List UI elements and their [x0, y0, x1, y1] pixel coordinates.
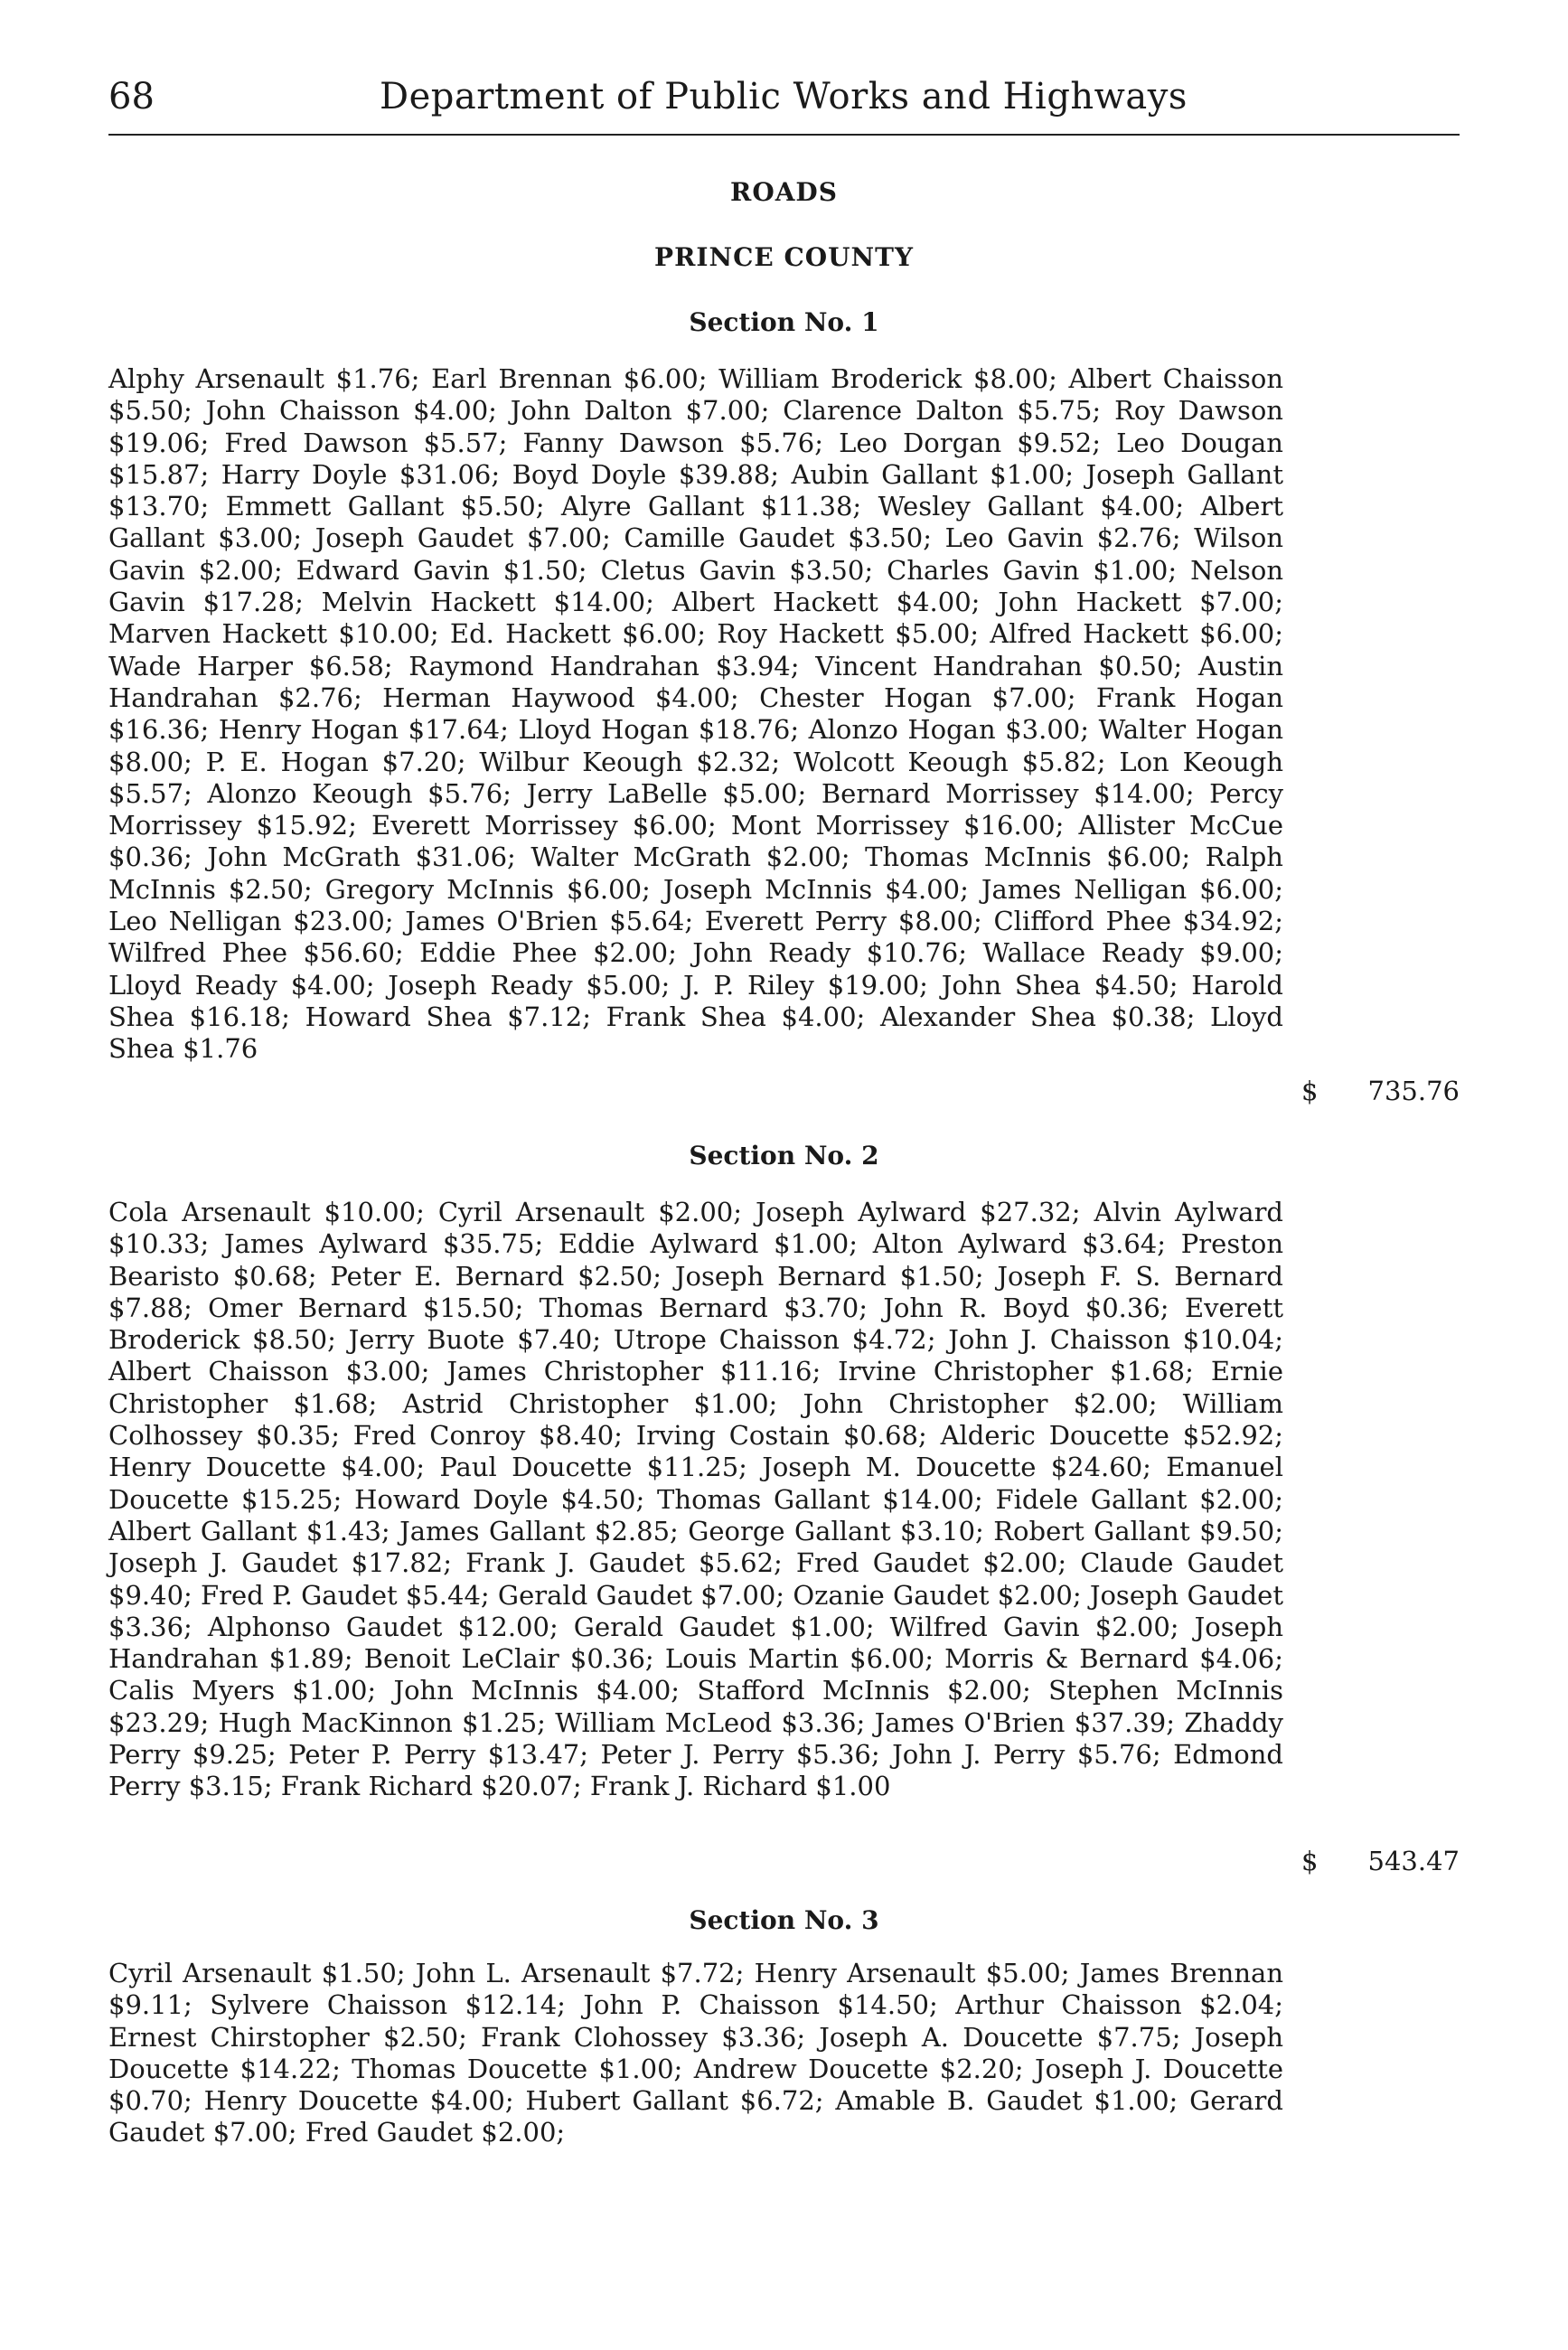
roads-heading: ROADS — [730, 177, 838, 207]
section-1-text: Alphy Arsenault $1.76; Earl Brennan $6.00; William Broderick $8.00; Albert Chaisson $5.50; John Chaisson $4.00; John Dalton $7.00; Clarence Dalton $5.75; Roy Dawson $19.06; Fred Dawson $5.57; Fanny Dawson $5.76; Leo Dorgan $9.52; Leo Dougan $15.87; Harry Doyle $31.06; Boyd Doyle $39.88; Aubin Gallant $1.00; Joseph Gallant $13.70; Emmett Gallant $5.50; Alyre Gallant $11.38; Wesley Gallant $4.00; Albert Gallant $3.00; Joseph Gaudet $7.00; Camille Gaudet $3.50; Leo Gavin $2.76; Wilson Gavin $2.00; Edward Gavin $1.50; Cletus Gavin $3.50; Charles Gavin $1.00; Nelson Gavin $17.28; Melvin Hackett $14.00; Albert Hackett $4.00; John Hackett $7.00; Marven Hackett $10.00; Ed. Hackett $6.00; Roy Hackett $5.00; Alfred Hackett $6.00; Wade Harper $6.58; Raymond Handrahan $3.94; Vincent Handrahan $0.50; Austin Handrahan $2.76; Herman Haywood $4.00; Chester Hogan $7.00; Frank Hogan $16.36; Henry Hogan $17.64; Lloyd Hogan $18.76; Alonzo Hogan $3.00; Walter Hogan $8.00; P. E. Hogan $7.20; Wilbur Keough $2.32; Wolcott Keough $5.82; Lon Keough $5.57; Alonzo Keough $5.76; Jerry LaBelle $5.00; Bernard Morrissey $14.00; Percy Morrissey $15.92; Everett Morrissey $6.00; Mont Morrissey $16.00; Allister McCue $0.36; John McGrath $31.06; Walter McGrath $2.00; Thomas McInnis $6.00; Ralph McInnis $2.50; Gregory McInnis $6.00; Joseph McInnis $4.00; James Nelligan $6.00; Leo Nelligan $23.00; James O'Brien $5.64; Everett Perry $8.00; Clifford Phee $34.92; Wilfred Phee $56.60; Eddie Phee $2.00; John Ready $10.76; Wallace Ready $9.00; Lloyd Ready $4.00; Joseph Ready $5.00; J. P. Riley $19.00; John Shea $4.50; Harold Shea $16.18; Howard Shea $7.12; Frank Shea $4.00; Alexander Shea $0.38; Lloyd Shea $1.76 — [108, 363, 1283, 1065]
section-1-total-symbol: $ — [1301, 1076, 1319, 1106]
section-3-title: Section No. 3 — [689, 1905, 879, 1935]
page-number: 68 — [108, 76, 155, 118]
section-2-total-symbol: $ — [1301, 1846, 1319, 1876]
section-2-text: Cola Arsenault $10.00; Cyril Arsenault $2.00; Joseph Aylward $27.32; Alvin Aylward $10.33; James Aylward $35.75; Eddie Aylward $1.00; Alton Aylward $3.64; Preston Bearisto $0.68; Peter E. Bernard $2.50; Joseph Bernard $1.50; Joseph F. S. Bernard $7.88; Omer Bernard $15.50; Thomas Bernard $3.70; John R. Boyd $0.36; Everett Broderick $8.50; Jerry Buote $7.40; Utrope Chaisson $4.72; John J. Chaisson $10.04; Albert Chaisson $3.00; James Christopher $11.16; Irvine Christopher $1.68; Ernie Christopher $1.68; Astrid Christopher $1.00; John Christopher $2.00; William Colhossey $0.35; Fred Conroy $8.40; Irving Costain $0.68; Alderic Doucette $52.92; Henry Doucette $4.00; Paul Doucette $11.25; Joseph M. Doucette $24.60; Emanuel Doucette $15.25; Howard Doyle $4.50; Thomas Gallant $14.00; Fidele Gallant $2.00; Albert Gallant $1.43; James Gallant $2.85; George Gallant $3.10; Robert Gallant $9.50; Joseph J. Gaudet $17.82; Frank J. Gaudet $5.62; Fred Gaudet $2.00; Claude Gaudet $9.40; Fred P. Gaudet $5.44; Gerald Gaudet $7.00; Ozanie Gaudet $2.00; Joseph Gaudet $3.36; Alphonso Gaudet $12.00; Gerald Gaudet $1.00; Wilfred Gavin $2.00; Joseph Handrahan $1.89; Benoit LeClair $0.36; Louis Martin $6.00; Morris & Bernard $4.06; Calis Myers $1.00; John McInnis $4.00; Stafford McInnis $2.00; Stephen McInnis $23.29; Hugh MacKinnon $1.25; William McLeod $3.36; James O'Brien $37.39; Zhaddy Perry $9.25; Peter P. Perry $13.47; Peter J. Perry $5.36; John J. Perry $5.76; Edmond Perry $3.15; Frank Richard $20.07; Frank J. Richard $1.00 — [108, 1197, 1283, 1802]
section-2-title: Section No. 2 — [689, 1141, 879, 1170]
page-header — [108, 76, 1464, 130]
running-title: Department of Public Works and Highways — [380, 76, 1188, 118]
section-2-total: 543.47 — [1367, 1846, 1460, 1876]
header-rule — [108, 134, 1460, 136]
section-3-text: Cyril Arsenault $1.50; John L. Arsenault $7.72; Henry Arsenault $5.00; James Brennan $9.11; Sylvere Chaisson $12.14; John P. Chaisson $14.50; Arthur Chaisson $2.04; Ernest Chirstopher $2.50; Frank Clohossey $3.36; Joseph A. Doucette $7.75; Joseph Doucette $14.22; Thomas Doucette $1.00; Andrew Doucette $2.20; Joseph J. Doucette $0.70; Henry Doucette $4.00; Hubert Gallant $6.72; Amable B. Gaudet $1.00; Gerard Gaudet $7.00; Fred Gaudet $2.00; — [108, 1958, 1283, 2148]
section-1-title: Section No. 1 — [689, 307, 879, 337]
section-1-total: 735.76 — [1367, 1076, 1460, 1106]
county-heading: PRINCE COUNTY — [654, 242, 914, 272]
